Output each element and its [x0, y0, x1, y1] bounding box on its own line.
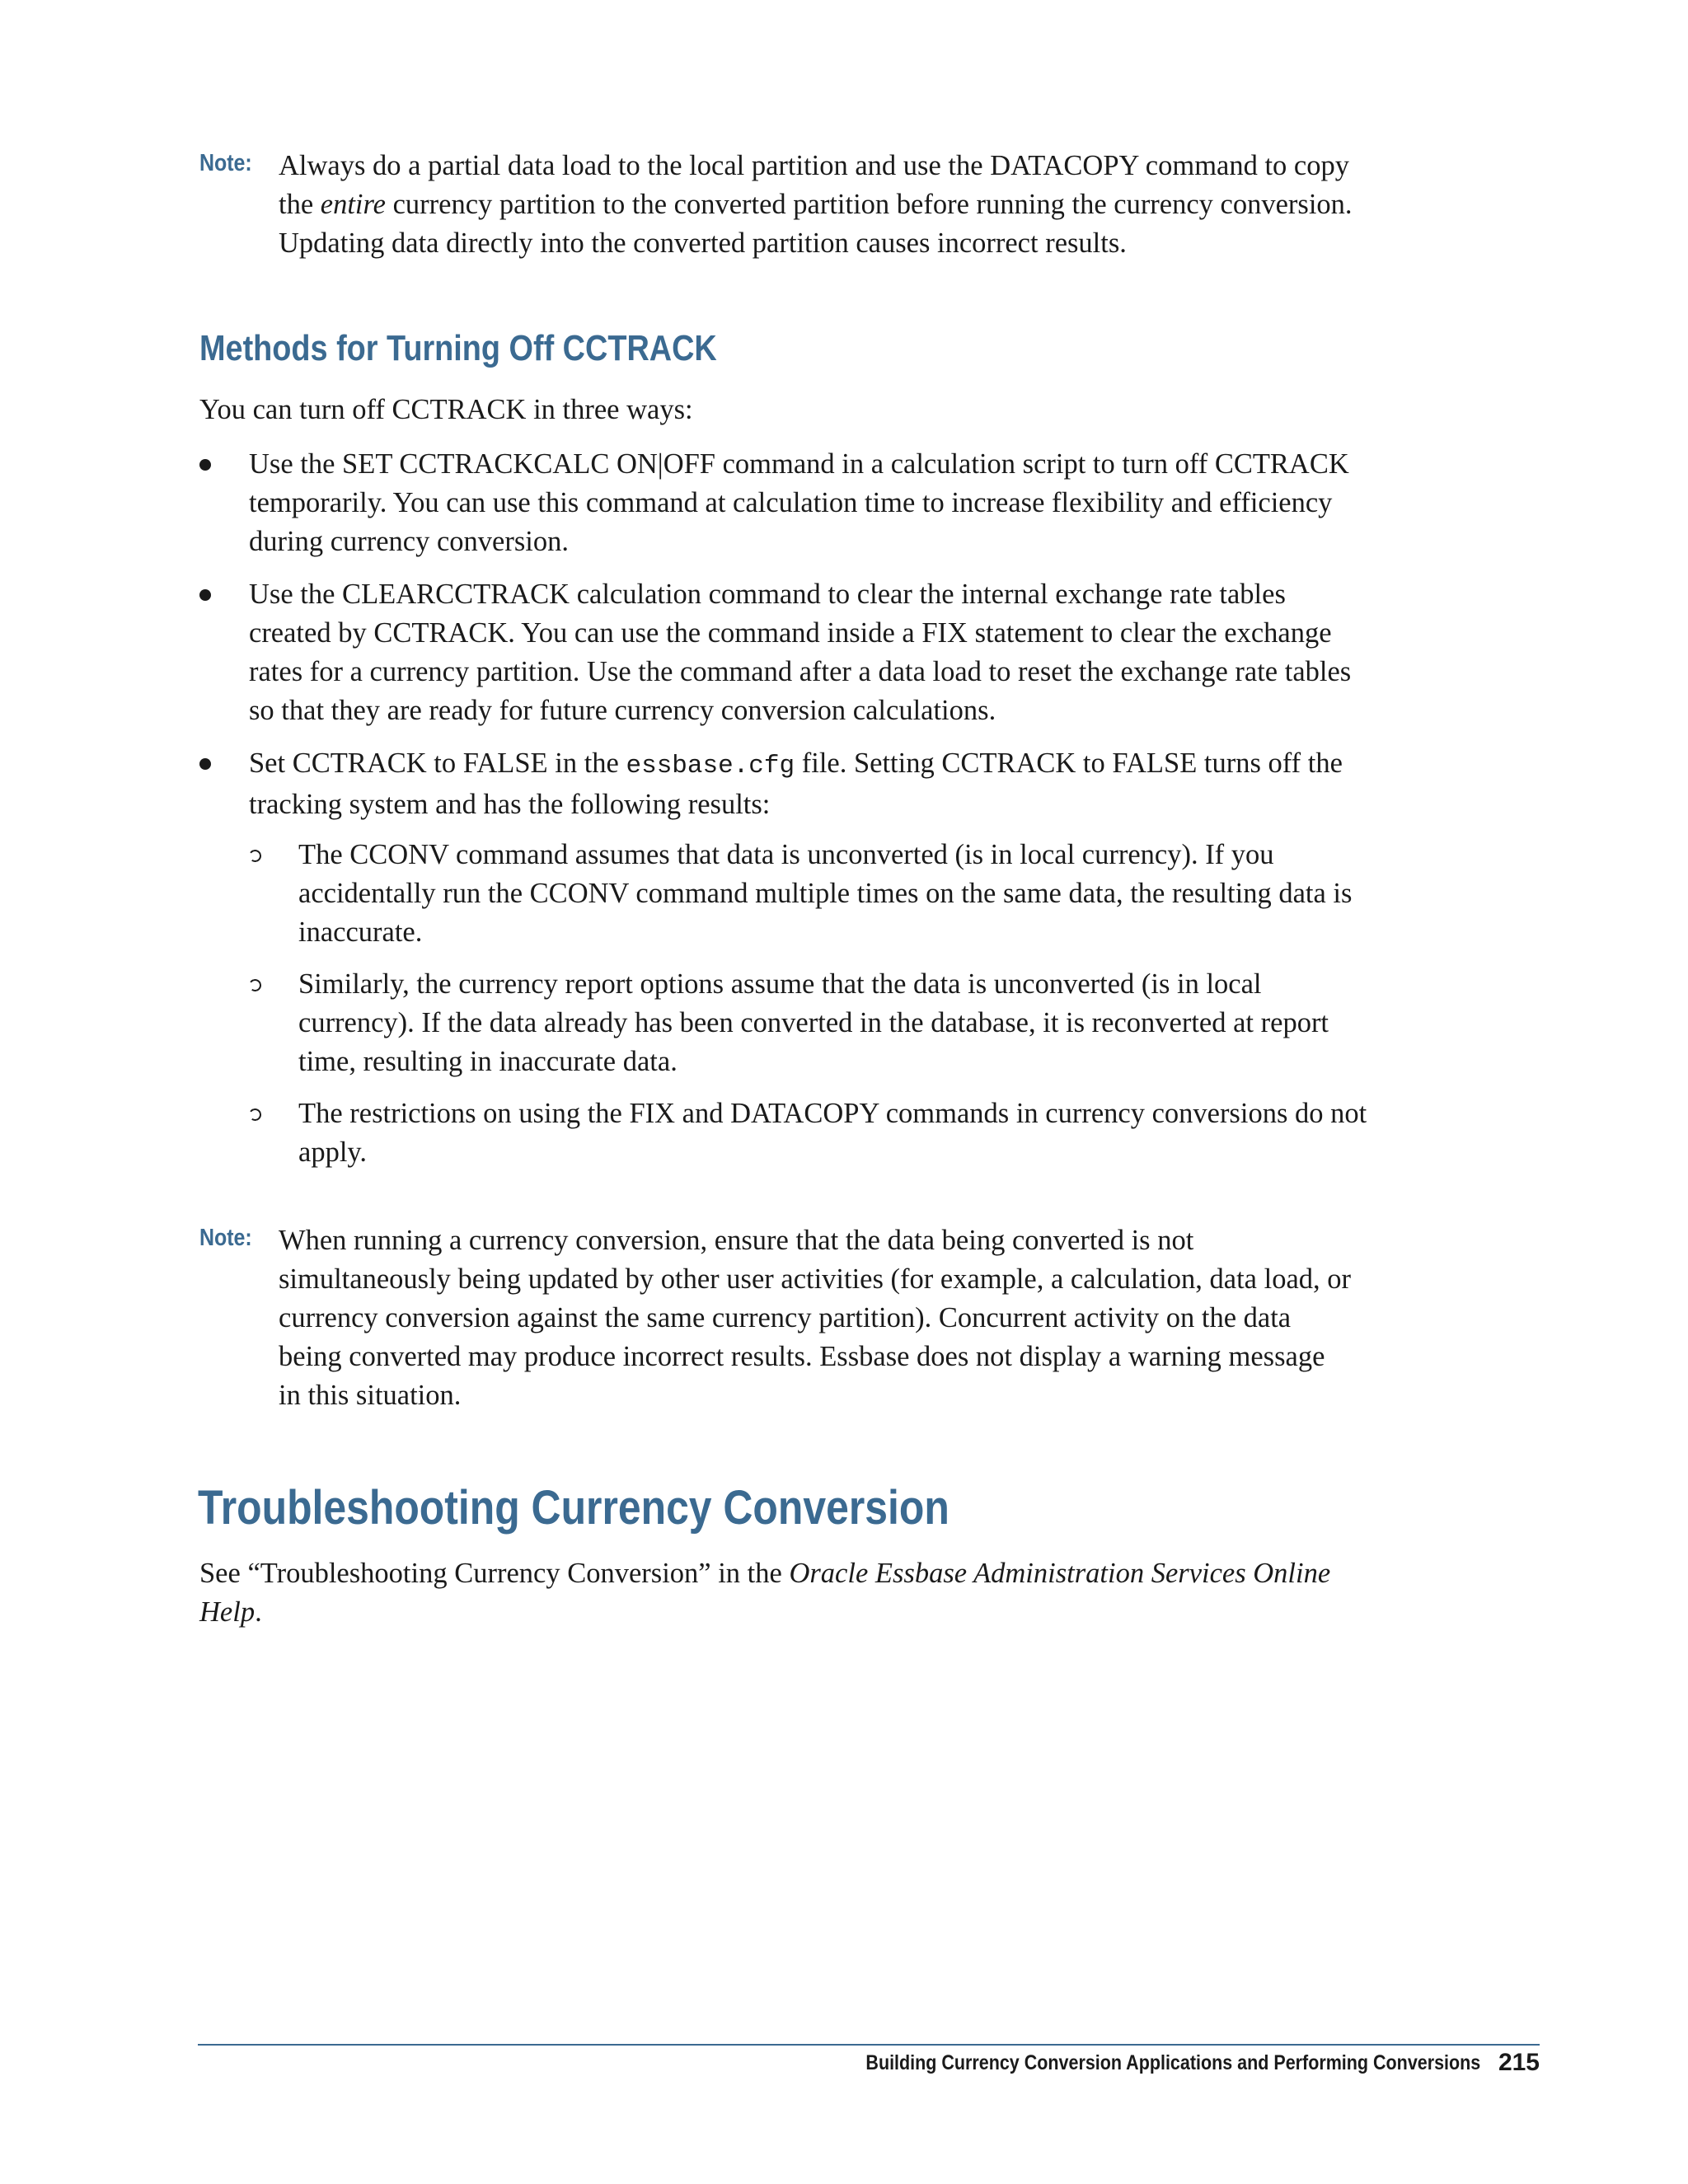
results-sublist: [249, 836, 1370, 1172]
list-item: Use the CLEARCCTRACK calculation command to clear the internal exchange rate tables created by CCTRACK. You can use the command inside a FIX statement to clear the exchange rates for a currency partition. Use the command after a data load to reset the exchange rate tables so that they are ready for future currency conversion calculations.: [199, 575, 1370, 730]
troubleshooting-text: See “Troubleshooting Currency Conversion” in the Oracle Essbase Administration Services Online Help.: [199, 1558, 1331, 1628]
sub-list-item: The restrictions on using the FIX and DATACOPY commands in currency conversions do not apply.: [249, 1094, 1370, 1172]
section-intro: You can turn off CCTRACK in three ways:: [199, 394, 693, 425]
note-text: Always do a partial data load to the local partition and use the DATACOPY command to copy the entire currency partition to the converted partition before running the currency conversion. Updating data directly into the converted partition causes incorrect results.: [279, 150, 1353, 259]
note-callout-2: [199, 1221, 1353, 1415]
footer-divider: [198, 2044, 1540, 2046]
open-circle-icon: [248, 1108, 262, 1122]
open-circle-icon: [248, 849, 262, 863]
running-footer-title: Building Currency Conversion Applications and Performing Conversions: [865, 2051, 1480, 2074]
chapter-section-heading: Troubleshooting Currency Conversion: [198, 1481, 950, 1535]
book-title: Oracle Essbase Administration Services Online Help: [199, 1558, 1331, 1628]
note-label: Note:: [199, 150, 252, 176]
bullet-icon: [199, 758, 211, 770]
bullet-icon: [199, 459, 211, 471]
open-circle-icon: [248, 978, 262, 992]
methods-list: [199, 445, 1370, 1186]
list-item: Use the SET CCTRACKCALC ON|OFF command in a calculation script to turn off CCTRACK temporarily. You can use this command at calculation time to increase flexibility and efficiency during currency conversion.: [199, 445, 1370, 561]
list-item: Set CCTRACK to FALSE in the essbase.cfg file. Setting CCTRACK to FALSE turns off the tracking system and has the following results: The CCONV command assumes that data is unconverted (is in local currency). If you accidentally run the CCONV command multiple times on the same data, the resulting data is inaccurate. Similarly, the currency report options assume that the data is unconverted (is in local currency). If the data already has been converted in the database, it is reconverted at report time, resulting in inaccurate data. The restrictions on using the FIX and DATACOPY commands in currency conversions do not apply.: [199, 744, 1370, 1172]
section-heading: Methods for Turning Off CCTRACK: [199, 328, 717, 368]
note-text: When running a currency conversion, ensure that the data being converted is not simultaneously being updated by other user activities (for example, a calculation, data load, or currency conversion against the same currency partition). Concurrent activity on the data being converted may produce incorrect results. Essbase does not display a warning message in this situation.: [279, 1225, 1351, 1411]
bullet-icon: [199, 589, 211, 601]
config-filename: essbase.cfg: [626, 752, 795, 780]
sub-list-item: Similarly, the currency report options assume that the data is unconverted (is in local currency). If the data already has been converted in the database, it is reconverted at report time, resulting in inaccurate data.: [249, 965, 1370, 1081]
page-number: 215: [1498, 2049, 1540, 2076]
note-label: Note:: [199, 1225, 252, 1251]
emphasis-entire: entire: [320, 189, 386, 220]
note-callout-1: [199, 147, 1353, 263]
sub-list-item: The CCONV command assumes that data is unconverted (is in local currency). If you accidentally run the CCONV command multiple times on the same data, the resulting data is inaccurate.: [249, 836, 1370, 952]
